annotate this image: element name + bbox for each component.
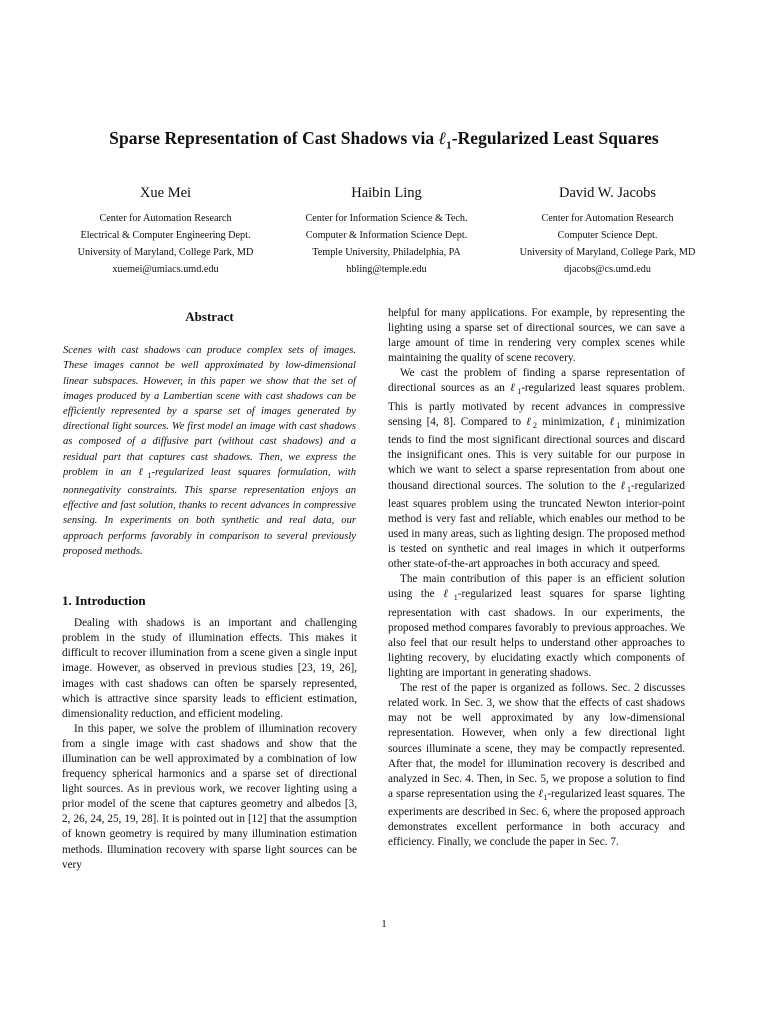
author-name: Xue Mei <box>139 185 192 201</box>
intro-paragraph: Dealing with shadows is an important and challenging problem in the study of illumination effects. This makes it difficult to recover illumination from a scene given a single input image. However, as observed in previous studies [23, 19, 26], images with cast shadows can often be sparsely represented, which is attractive since sparsity leads to efficient estimation, dimensionality reduction, and efficient modeling. <box>62 617 357 720</box>
author-email: hbling@temple.edu <box>346 264 427 275</box>
author-university: University of Maryland, College Park, MD <box>77 247 254 258</box>
author-name: David W. Jacobs <box>558 185 657 201</box>
ell1-symbol <box>538 787 548 803</box>
text-part: minimization tends to find the most significant directional sources and discard the insignificant ones. This is very suitable for our purpose in which we want to select a sparse representation from about one thousand directional sources. The solution to the <box>388 415 685 492</box>
ell-subscript: 1 <box>517 387 522 397</box>
ell-glyph: ℓ <box>620 479 627 492</box>
author-university: Temple University, Philadelphia, PA <box>312 247 461 258</box>
right-column <box>388 306 685 850</box>
author-department: Computer Science Dept. <box>557 230 658 241</box>
abstract-text <box>62 343 357 559</box>
author-department: Electrical & Computer Engineering Dept. <box>80 230 251 241</box>
text-part: We cast the problem of finding a sparse representation of directional sources as an <box>388 367 685 395</box>
ell1-symbol <box>620 480 630 492</box>
ell-subscript: 2 <box>532 421 537 431</box>
intro-paragraph: In this paper, we solve the problem of illumination recovery from a single image with cast shadows and show that the illumination can be well approximated by a combination of low frequency spherical harmonics and a sparse set of directional light sources. As in previous work, we recover lighting using a prior model of the scene that captures geometry and albedos [3, 2, 26, 24, 25, 19, 28]. It is pointed out in [12] that the assumption of known geometry is required by many illumination estimation methods. Illumination recovery with sparse light sources can be very <box>62 722 357 871</box>
text-part: -regularized least squares problem using the truncated Newton interior-point method is very fast and reliable, which enables our method to be used in many areas, such as lighting design. The proposed method is tested on synthetic and real images in which it outperforms other state-of-the-art approaches in both accuracy and speed. <box>388 479 685 571</box>
abstract-text-part: -regularized least squares formulation, with nonnegativity constraints. This sparse representation enjoys an effective and fast solution, thanks to recent advances in compressive sensing. In experiments on both synthetic and real data, our approach performs favorably in comparison to several previously proposed methods. <box>63 466 356 557</box>
author-email: djacobs@cs.umd.edu <box>564 264 651 275</box>
title-ell-symbol: ℓ <box>438 128 447 148</box>
ell1-symbol <box>609 415 621 431</box>
author-department: Computer & Information Science Dept. <box>305 230 468 241</box>
ell-glyph: ℓ <box>138 466 148 478</box>
text-part: The rest of the paper is organized as follows. Sec. 2 discusses related work. In Sec. 3, we show that the effects of cast shadows may not be well approximated by any low-dimensional representation. However, when only a few directional light sources illuminate a scene, they may be compactly represented. After that, the model for illumination recovery is described and analyzed in Sec. 4. Then, in Sec. 5, we propose a solution to find a sparse representation using the <box>388 682 685 800</box>
author-2 <box>276 185 497 278</box>
title-text-after: -Regularized Least Squares <box>451 128 659 148</box>
ell-glyph: ℓ <box>609 415 617 428</box>
paper-title <box>0 128 768 152</box>
ell-glyph: ℓ <box>443 588 454 601</box>
author-block <box>55 185 718 278</box>
ell-subscript: 1 <box>543 793 548 803</box>
author-1 <box>55 185 276 278</box>
author-affiliation: Center for Automation Research <box>541 213 674 224</box>
ell1-symbol <box>510 382 522 397</box>
author-affiliation: Center for Automation Research <box>99 213 232 224</box>
author-3 <box>497 185 718 278</box>
ell-glyph: ℓ <box>538 787 544 800</box>
section-heading-introduction: 1. Introduction <box>62 593 146 609</box>
text-part: The main contribution of this paper is an efficient solution using the <box>388 573 685 601</box>
left-column <box>62 305 357 873</box>
author-email: xuemei@umiacs.umd.edu <box>112 264 219 275</box>
page-number: 1 <box>381 918 387 930</box>
text-part: -regularized least squares for sparse lighting representation with cast shadows. In our experiments, the proposed method compares favorably to previous approaches. We also feel that our result helps to understand other approaches to lighting recovery, by elucidating exactly which components of lighting are important in generating shadows. <box>388 588 685 680</box>
author-name: Haibin Ling <box>351 185 422 201</box>
abstract-heading: Abstract <box>185 309 234 324</box>
title-text-before: Sparse Representation of Cast Shadows via <box>109 128 439 148</box>
abstract-text-part: Scenes with cast shadows can produce complex sets of images. These images cannot be well approximated by low-dimensional linear subspaces. However, in this paper we show that the set of images produced by a Lambertian scene with cast shadows can be efficiently represented by a sparse set of images generated by directional light sources. We first model an image with cast shadows as composed of a diffusive part (without cast shadows) and a residual part that captures cast shadows. Then, we express the problem in an <box>63 345 356 478</box>
body-paragraph <box>388 572 685 681</box>
ell1-symbol <box>139 467 152 478</box>
text-part: -regularized least squares problem. This is partly motivated by recent advances in compressive sensing [4, 8]. Compared to <box>388 382 685 428</box>
author-university: University of Maryland, College Park, MD <box>519 247 696 258</box>
title-ell-subscript: 1 <box>446 139 452 152</box>
ell-glyph: ℓ <box>510 382 518 395</box>
ell-subscript: 1 <box>147 470 152 480</box>
ell-glyph: ℓ <box>526 415 533 428</box>
author-affiliation: Center for Information Science & Tech. <box>305 213 468 224</box>
ell2-symbol <box>526 415 537 431</box>
body-paragraph <box>388 681 685 850</box>
ell1-symbol <box>443 588 458 603</box>
body-paragraph <box>388 366 685 572</box>
text-part: -regularized least squares. The experiments are described in Sec. 6, where the proposed approach demonstrates excellent performance in both accuracy and efficiency. Finally, we conclude the paper in Sec. 7. <box>388 787 686 849</box>
text-part: minimization, <box>536 415 610 428</box>
ell-subscript: 1 <box>453 593 458 603</box>
ell-subscript: 1 <box>626 484 631 494</box>
body-paragraph: helpful for many applications. For example, by representing the lighting using a sparse set of directional sources, we can save a large amount of time in rendering very complex scenes while maintaining the quality of scene recovery. <box>388 307 685 365</box>
ell-subscript: 1 <box>616 421 621 431</box>
